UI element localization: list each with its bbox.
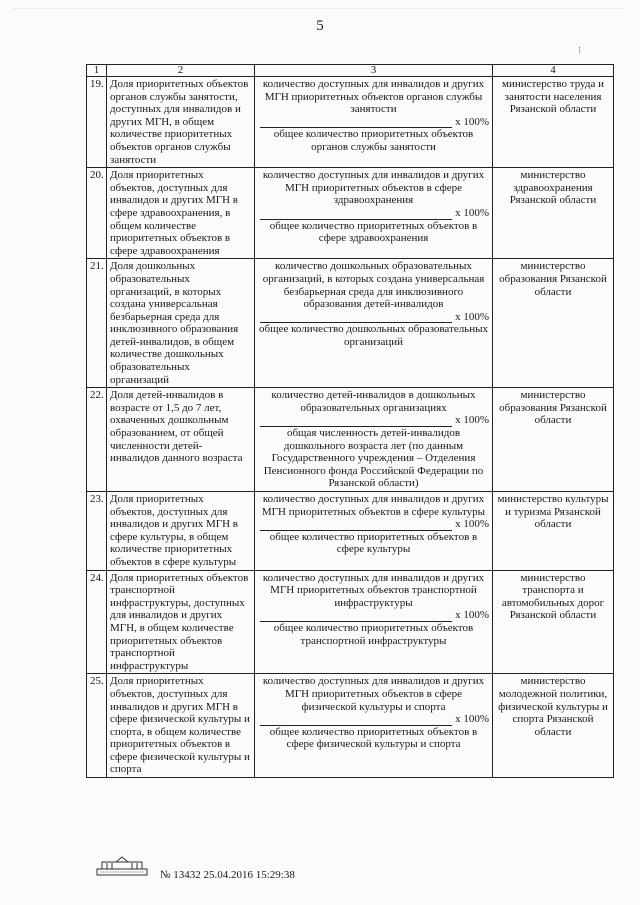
fraction-line <box>258 518 489 531</box>
formula-numerator: количество детей-инвалидов в дошкольных образовательных организациях <box>271 389 476 414</box>
formula-multiplier: x 100% <box>455 115 489 128</box>
formula-multiplier: x 100% <box>455 609 489 622</box>
formula-numerator: количество доступных для инвалидов и других МГН приоритетных объектов транспортной инфраструктуры <box>262 571 485 609</box>
table-row <box>87 259 614 388</box>
table-body <box>87 77 614 778</box>
row-number: 23. <box>87 492 107 571</box>
formula-denominator: общее количество приоритетных объектов в сфере культуры <box>269 530 478 556</box>
calculation-formula <box>255 168 493 259</box>
indicator-name: Доля детей-инвалидов в возрасте от 1,5 до 7 лет, охваченных дошкольным образованием, от общей численности детей-инвалидов данного возраста <box>107 388 255 492</box>
calculation-formula <box>255 388 493 492</box>
table-row <box>87 388 614 492</box>
formula-numerator: количество доступных для инвалидов и других МГН приоритетных объектов в сфере культуры <box>261 493 486 518</box>
page-number: 5 <box>316 18 324 34</box>
registration-stamp: № 13432 25.04.2016 15:29:38 <box>160 869 295 881</box>
row-number: 22. <box>87 388 107 492</box>
indicator-name: Доля дошкольных образовательных организаций, в которых создана универсальная безбарьерная среда для инклюзивного образования детей-инвалидов, в общем количестве дошкольных образовательных организаций <box>107 259 255 388</box>
scan-dots <box>14 8 626 15</box>
calculation-formula <box>255 674 493 778</box>
indicator-name: Доля приоритетных объектов органов службы занятости, доступных для инвалидов и других МГН, в общем количестве приоритетных объектов органов службы занятости <box>107 77 255 168</box>
formula-denominator: общее количество дошкольных образовательных организаций <box>259 323 488 348</box>
formula-denominator: общее количество приоритетных объектов транспортной инфраструктуры <box>273 621 474 647</box>
formula-denominator: общая численность детей-инвалидов дошкольного возраста лет (по данным Государственного учреждения – Отделения Пенсионного фонда Российской Федерации по Рязанской области) <box>263 427 484 490</box>
scan-mark: ⁝ <box>578 45 581 55</box>
header-cell: 3 <box>255 65 493 77</box>
row-number: 20. <box>87 168 107 259</box>
header-cell: 2 <box>107 65 255 77</box>
fraction-line <box>258 207 489 220</box>
table-row <box>87 168 614 259</box>
calculation-formula <box>255 77 493 168</box>
fraction-bar <box>260 716 452 726</box>
fraction-line <box>258 713 489 726</box>
table-row <box>87 674 614 778</box>
fraction-bar <box>260 210 452 220</box>
table-row <box>87 77 614 168</box>
responsible-body: министерство транспорта и автомобильных дорог Рязанской области <box>493 570 614 674</box>
fraction-line <box>258 414 489 427</box>
formula-denominator: общее количество приоритетных объектов органов службы занятости <box>273 128 474 153</box>
calculation-formula <box>255 492 493 571</box>
row-number: 21. <box>87 259 107 388</box>
indicators-table <box>86 64 614 778</box>
responsible-body: министерство культуры и туризма Рязанской области <box>493 492 614 571</box>
formula-multiplier: x 100% <box>455 310 489 323</box>
fraction-bar <box>260 118 452 128</box>
indicator-name: Доля приоритетных объектов, доступных для инвалидов и других МГН в сфере здравоохранения, в общем количестве приоритетных объектов в сфере здравоохранения <box>107 168 255 259</box>
indicator-name: Доля приоритетных объектов, доступных для инвалидов и других МГН в сфере физической культуры и спорта, в общем количестве приоритетных объектов в сфере физической культуры и спорта <box>107 674 255 778</box>
table-header-row <box>87 65 614 77</box>
formula-multiplier: x 100% <box>455 518 489 531</box>
fraction-line <box>258 609 489 622</box>
formula-numerator: количество доступных для инвалидов и других МГН приоритетных объектов в сфере физической культуры и спорта <box>262 675 485 713</box>
calculation-formula <box>255 570 493 674</box>
fraction-line <box>258 311 489 324</box>
indicator-name: Доля приоритетных объектов, доступных для инвалидов и других МГН в сфере культуры, в общем количестве приоритетных объектов в сфере культуры <box>107 492 255 571</box>
formula-numerator: количество дошкольных образовательных организаций, в которых создана универсальная безбарьерная среда для инклюзивного образования детей-инвалидов <box>262 260 485 311</box>
formula-denominator: общее количество приоритетных объектов в сфере здравоохранения <box>269 219 478 245</box>
stamp-building-icon <box>96 855 148 877</box>
formula-numerator: количество доступных для инвалидов и других МГН приоритетных объектов органов службы занятости <box>262 78 485 116</box>
formula-multiplier: x 100% <box>455 414 489 427</box>
responsible-body: министерство молодежной политики, физической культуры и спорта Рязанской области <box>493 674 614 778</box>
responsible-body: министерство труда и занятости населения Рязанской области <box>493 77 614 168</box>
table-row <box>87 570 614 674</box>
header-cell: 1 <box>87 65 107 77</box>
row-number: 25. <box>87 674 107 778</box>
fraction-line <box>258 116 489 129</box>
fraction-bar <box>260 521 452 531</box>
calculation-formula <box>255 259 493 388</box>
responsible-body: министерство здравоохранения Рязанской области <box>493 168 614 259</box>
header-cell: 4 <box>493 65 614 77</box>
formula-numerator: количество доступных для инвалидов и других МГН приоритетных объектов в сфере здравоохранения <box>262 169 485 207</box>
responsible-body: министерство образования Рязанской области <box>493 388 614 492</box>
formula-denominator: общее количество приоритетных объектов в сфере физической культуры и спорта <box>269 725 478 751</box>
formula-multiplier: x 100% <box>455 713 489 726</box>
formula-multiplier: x 100% <box>455 206 489 219</box>
fraction-bar <box>260 612 452 622</box>
row-number: 24. <box>87 570 107 674</box>
table-row <box>87 492 614 571</box>
fraction-bar <box>260 417 452 427</box>
fraction-bar <box>260 313 452 323</box>
indicator-name: Доля приоритетных объектов транспортной инфраструктуры, доступных для инвалидов и других МГН, в общем количестве приоритетных объектов транспортной инфраструктуры <box>107 570 255 674</box>
row-number: 19. <box>87 77 107 168</box>
responsible-body: министерство образования Рязанской области <box>493 259 614 388</box>
